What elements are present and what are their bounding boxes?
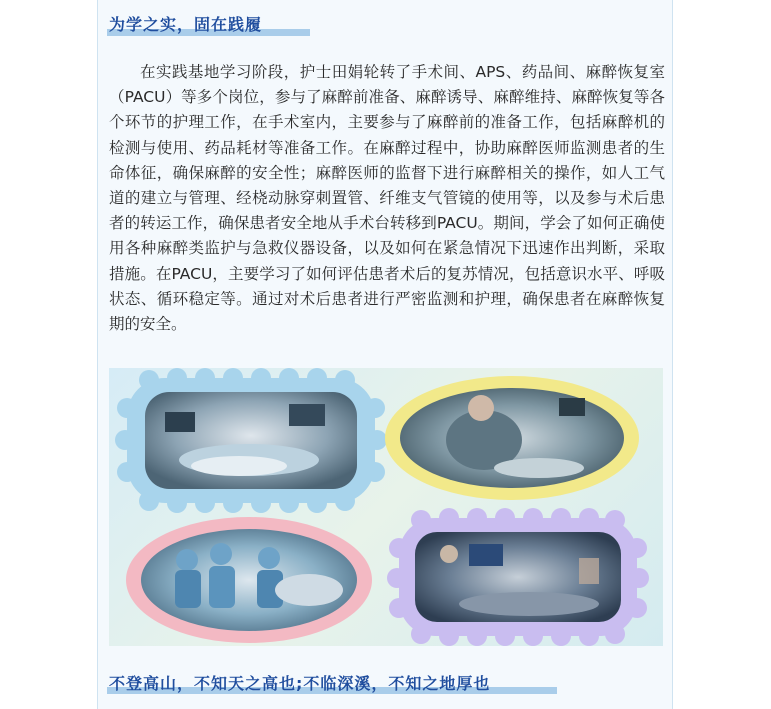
photo-collage-graphic <box>109 368 663 646</box>
article-column <box>97 0 673 709</box>
section-heading: 不登高山，不知天之高也;不临深溪，不知之地厚也 <box>109 674 491 693</box>
photo-frame-bottom-right <box>387 508 649 646</box>
body-paragraph: 在实践基地学习阶段，护士田娟轮转了手术间、APS、药品间、麻醉恢复室（PACU）等多个岗位，参与了麻醉前准备、麻醉诱导、麻醉维持、麻醉恢复等各个环节的护理工作，在手术室内，主要参与了麻醉前的准备工作，包括麻醉机的检测与使用、药品耗材等准备工作。在麻醉过程中，协助麻醉医师监测患者的生命体征，确保麻醉的安全性；麻醉医师的监督下进行麻醉相关的操作，如人工气道的建立与管理、经桡动脉穿刺置管、纤维支气管镜的使用等，以及参与术后患者的转运工作，确保患者安全地从手术台转移到PACU。期间，学会了如何正确使用各种麻醉类监护与急救仪器设备，以及如何在紧急情况下迅速作出判断，采取措施。在PACU，主要学习了如何评估患者术后的复苏情况，包括意识水平、呼吸状态、循环稳定等。通过对术后患者进行严密监测和护理，确保患者在麻醉恢复期的安全。 <box>109 63 665 334</box>
photo-collage <box>109 368 663 646</box>
photo-frame-top-left <box>115 368 387 513</box>
photo-frame-bottom-left <box>126 517 372 643</box>
photo-frame-top-right <box>385 376 639 500</box>
section-heading: 为学之实，固在践履 <box>109 15 263 34</box>
